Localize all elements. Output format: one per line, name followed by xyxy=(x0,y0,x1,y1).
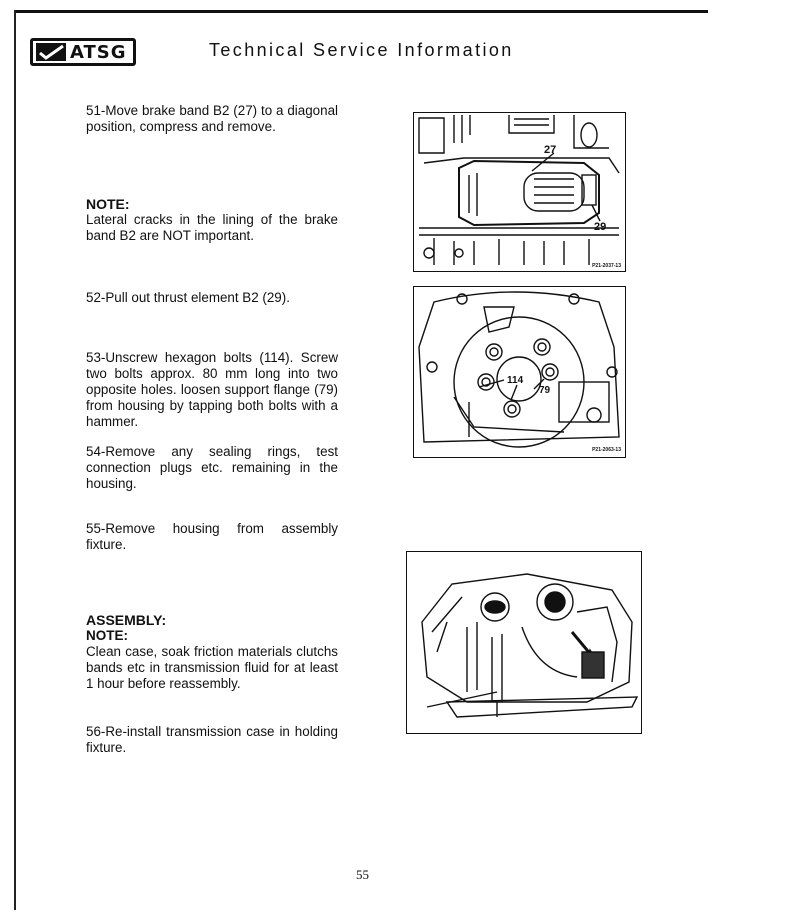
assembly-heading: ASSEMBLY: xyxy=(86,612,167,628)
note-text: Clean case, soak friction materials clutchs bands etc in transmission fluid for at least 1 hour before reassembly. xyxy=(86,644,338,691)
step-53: 53-Unscrew hexagon bolts (114). Screw two bolts approx. 80 mm long into two opposite holes. loosen support flange (79) from housing by tapping both bolts with a hammer. xyxy=(86,350,338,429)
step-56: 56-Re-install transmission case in holding fixture. xyxy=(86,724,338,755)
figure-label-79: 79 xyxy=(539,385,551,396)
note-1 xyxy=(86,196,338,244)
note-heading: NOTE: xyxy=(86,628,128,643)
page-number: 55 xyxy=(356,867,369,882)
note-text: Lateral cracks in the lining of the brake band B2 are NOT important. xyxy=(86,212,338,243)
page-title: Technical Service Information xyxy=(209,40,514,60)
logo-text: ATSG xyxy=(70,41,127,63)
step-55: 55-Remove housing from assembly fixture. xyxy=(86,521,338,552)
step-54: 54-Remove any sealing rings, test connection plugs etc. remaining in the housing. xyxy=(86,444,338,491)
figure-brake-band xyxy=(413,112,626,272)
support-flange-illustration xyxy=(414,287,624,456)
transmission-case-illustration xyxy=(407,552,640,732)
checkmark-logo-icon xyxy=(36,43,66,61)
figure-label-114: 114 xyxy=(507,375,524,386)
step-52: 52-Pull out thrust element B2 (29). xyxy=(86,290,290,305)
assembly-section xyxy=(86,612,338,692)
figure-code: P21-2063-13 xyxy=(592,447,621,453)
note-heading: NOTE: xyxy=(86,196,130,212)
figure-transmission-case xyxy=(406,551,642,734)
atsg-logo xyxy=(30,38,136,66)
brake-band-illustration xyxy=(414,113,624,270)
header-rule xyxy=(14,10,708,13)
figure-support-flange xyxy=(413,286,626,458)
figure-code: P21-2037-13 xyxy=(592,263,621,269)
step-51: 51-Move brake band B2 (27) to a diagonal position, compress and remove. xyxy=(86,103,338,134)
left-margin-rule xyxy=(14,10,16,910)
figure-label-27: 27 xyxy=(544,144,557,156)
figure-label-29: 29 xyxy=(594,221,607,233)
